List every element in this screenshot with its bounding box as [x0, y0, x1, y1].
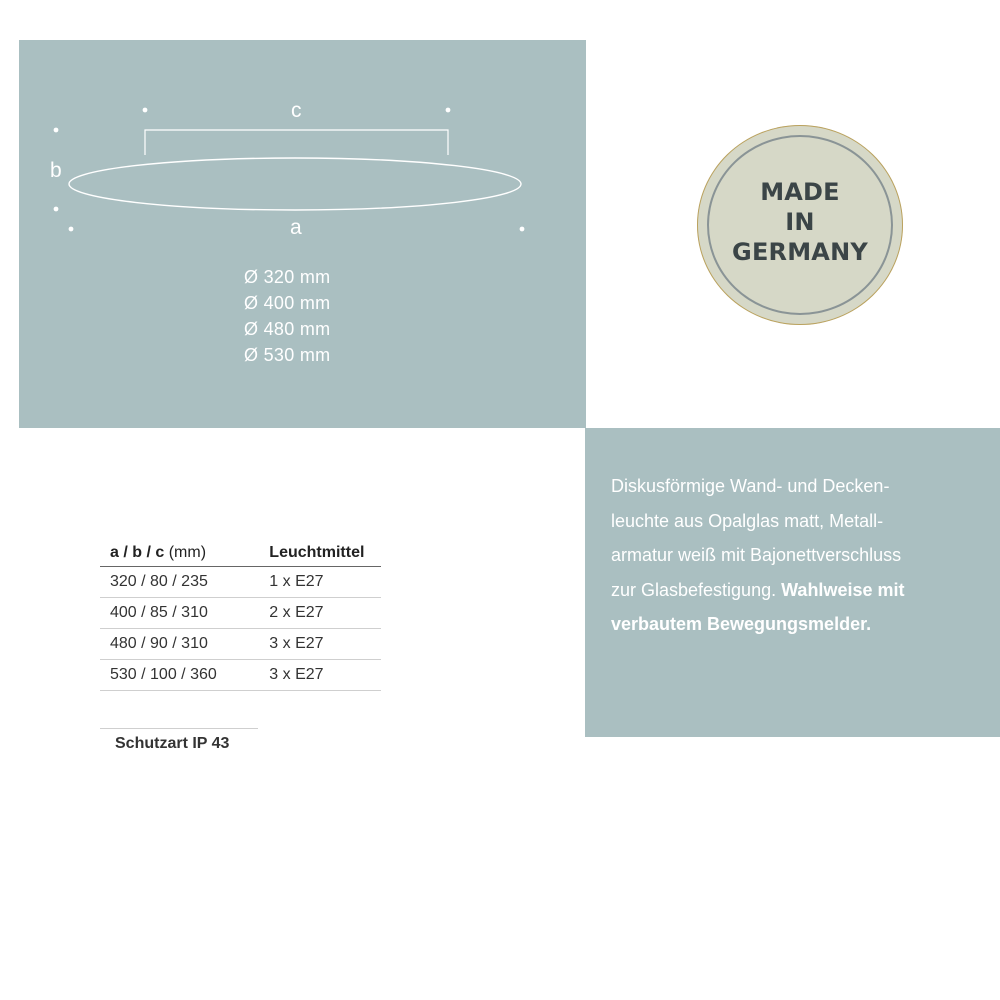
diameter-item: Ø 530 mm	[244, 345, 331, 365]
dimension-label-b: b	[50, 159, 62, 182]
dimension-label-a: a	[290, 216, 302, 239]
lamp-cell: 1 x E27	[231, 567, 381, 598]
disc-outline	[69, 158, 521, 210]
diameter-item: Ø 320 mm	[244, 267, 331, 287]
table-row	[100, 567, 381, 598]
protection-divider	[100, 728, 258, 729]
description-panel	[585, 428, 1000, 737]
dim-b-bottom-dot	[54, 207, 59, 212]
badge-line: MADE	[760, 178, 840, 206]
table-row	[100, 660, 381, 691]
description-highlight-line: verbautem Bewegungsmelder.	[611, 614, 872, 634]
description-line: Diskusförmige Wand- und Decken-	[611, 476, 890, 496]
badge-text	[697, 177, 903, 267]
dimensions-cell: 400 / 85 / 310	[100, 598, 231, 629]
diameter-item: Ø 400 mm	[244, 293, 331, 313]
lamp-cell: 2 x E27	[231, 598, 381, 629]
badge-line: IN	[785, 208, 815, 236]
dimensions-cell: 320 / 80 / 235	[100, 567, 231, 598]
description-plain: zur Glasbefestigung.	[611, 579, 777, 600]
mount-plate-outline	[145, 130, 448, 155]
description-line: leuchte aus Opalglas matt, Metall-	[611, 510, 884, 531]
description-line	[611, 573, 991, 608]
lamp-cell: 3 x E27	[231, 660, 381, 691]
table-header-row	[100, 540, 381, 567]
dimension-label-c: c	[291, 99, 302, 122]
dimensions-cell: 480 / 90 / 310	[100, 629, 231, 660]
dim-b-top-dot	[54, 128, 59, 133]
table-row	[100, 629, 381, 660]
dimension-diagram-panel	[19, 40, 586, 428]
protection-rating: Schutzart IP 43	[115, 735, 230, 752]
dimensions-cell: 530 / 100 / 360	[100, 660, 231, 691]
dim-a-end-dot	[520, 227, 525, 232]
dim-a-start-dot	[69, 227, 74, 232]
made-in-germany-badge	[697, 125, 903, 325]
description-line: armatur weiß mit Bajonettverschluss	[611, 545, 902, 565]
dim-c-start-dot	[143, 108, 148, 113]
lamp-dimension-drawing	[19, 40, 586, 428]
diameter-list	[244, 264, 330, 368]
diameter-item: Ø 480 mm	[244, 319, 331, 339]
product-description	[611, 469, 991, 642]
badge-line: GERMANY	[732, 238, 868, 266]
dimensions-unit: (mm)	[168, 544, 207, 561]
dim-c-end-dot	[446, 108, 451, 113]
dimensions-header-label: a / b / c	[110, 544, 165, 561]
column-header-lamps: Leuchtmittel	[231, 540, 381, 567]
table-row	[100, 598, 381, 629]
specification-table	[100, 540, 381, 691]
lamp-cell: 3 x E27	[231, 629, 381, 660]
column-header-dimensions	[100, 540, 231, 567]
description-highlight: Wahlweise mit	[781, 579, 905, 600]
